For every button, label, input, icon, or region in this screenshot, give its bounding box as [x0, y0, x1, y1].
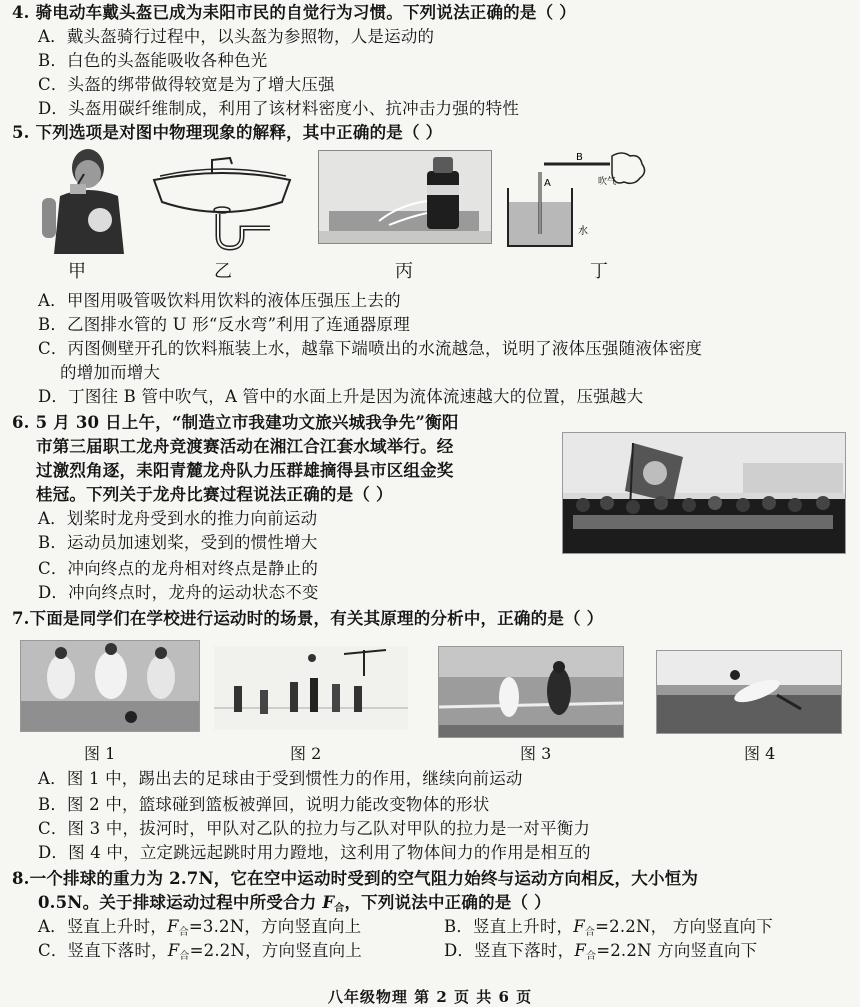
photo-figure-3-tug-of-war	[438, 646, 624, 738]
question-7-option-d: D．图 4 中，立定跳远起跳时用力蹬地，这利用了物体间力的作用是相互的	[38, 843, 591, 862]
force-symbol-c: F	[167, 941, 180, 960]
question-8-option-d-label: D．竖直下落时，	[444, 941, 575, 960]
question-6-option-c: C．冲向终点的龙舟相对终点是静止的	[38, 559, 319, 578]
figure-sink-u-trap	[150, 150, 295, 260]
question-7-option-c: C．图 3 中，拔河时，甲队对乙队的拉力与乙队对甲队的拉力是一对平衡力	[38, 819, 591, 838]
figure-boy-drinking	[40, 146, 140, 254]
question-7-stem: 7.下面是同学们在学校进行运动时的场景，有关其原理的分析中，正确的是（ ）	[12, 609, 604, 628]
force-symbol-b: F	[573, 917, 585, 936]
figure-bottle-with-holes	[318, 150, 492, 244]
force-subscript-a: 合	[178, 927, 189, 938]
force-subscript-b: 合	[584, 927, 596, 938]
blow-label: 吹气	[598, 177, 617, 187]
figure-label-bing: 丙	[395, 261, 413, 282]
question-5-option-b: B．乙图排水管的 U 形“反水弯”利用了连通器原理	[38, 315, 410, 334]
photo-figure-2-basketball	[214, 646, 408, 730]
question-4-stem: 4. 骑电动车戴头盔已成为耒阳市民的自觉行为习惯。下列说法正确的是（ ）	[12, 3, 576, 22]
question-8-option-c	[38, 940, 362, 968]
force-subscript-c: 合	[179, 951, 190, 962]
caption-figure-3: 图 3	[520, 744, 552, 763]
question-8-option-a-label: A．竖直上升时，	[38, 917, 168, 936]
caption-figure-1: 图 1	[84, 744, 116, 763]
question-6-option-a: A．划桨时龙舟受到水的推力向前运动	[38, 509, 318, 528]
photo-figure-4-long-jump	[656, 650, 842, 734]
question-8-option-a-value: =3.2N，方向竖直向上	[188, 917, 362, 936]
figure-label-yi: 乙	[214, 261, 232, 282]
question-8-option-b-value: =2.2N， 方向竖直向下	[595, 917, 773, 936]
force-symbol-a: F	[167, 917, 179, 936]
question-4-option-c: C．头盔的绑带做得较宽是为了增大压强	[38, 75, 335, 94]
page-footer: 八年级物理 第 2 页 共 6 页	[327, 988, 533, 1006]
question-6-stem-line-3: 过激烈角逐，耒阳青麓龙舟队力压群雄摘得县市区组金奖	[36, 461, 454, 480]
question-5-option-d: D．丁图往 B 管中吹气，A 管中的水面上升是因为流体流速越大的位置，压强越大	[38, 387, 644, 406]
photo-dragon-boat-team	[562, 432, 846, 554]
question-6-stem-line-1: 6. 5 月 30 日上午，“制造立市我建功文旅兴城我争先”衡阳	[12, 413, 459, 432]
question-8-stem-text-b: ，下列说法中正确的是（ ）	[344, 893, 551, 912]
question-8-option-d	[444, 940, 757, 968]
question-6-stem-line-2: 市第三届职工龙舟竞渡赛活动在湘江合江套水域举行。经	[36, 437, 454, 456]
force-subscript-d: 合	[586, 951, 597, 962]
question-6-option-b: B．运动员加速划桨，受到的惯性增大	[38, 533, 318, 552]
question-5-stem: 5. 下列选项是对图中物理现象的解释，其中正确的是（ ）	[12, 123, 443, 142]
question-8-option-c-label: C．竖直下落时，	[38, 941, 168, 960]
question-4-option-a: A．戴头盔骑行过程中，以头盔为参照物，人是运动的	[38, 27, 435, 46]
water-label: 水	[578, 226, 588, 237]
question-8-option-b-label: B．竖直上升时，	[444, 917, 574, 936]
question-8-option-c-value: =2.2N，方向竖直向上	[189, 941, 362, 960]
question-4-option-b: B．白色的头盔能吸收各种色光	[38, 51, 268, 70]
question-7-option-b: B．图 2 中，篮球碰到篮板被弹回，说明力能改变物体的形状	[38, 795, 490, 814]
tube-a-label: A	[544, 178, 551, 189]
photo-figure-1-football	[20, 640, 200, 732]
question-7-option-a: A．图 1 中，踢出去的足球由于受到惯性力的作用，继续向前运动	[38, 769, 523, 788]
question-6-stem-line-4: 桂冠。下列关于龙舟比赛过程说法正确的是（ ）	[36, 485, 393, 504]
figure-label-jia: 甲	[68, 261, 86, 282]
force-symbol: F	[322, 893, 335, 912]
force-symbol-d: F	[574, 941, 586, 960]
tube-b-label: B	[576, 152, 583, 163]
question-4-option-d: D．头盔用碳纤维制成，利用了该材料密度小、抗冲击力强的特性	[38, 99, 520, 118]
figure-beaker-blow-tube	[500, 142, 660, 254]
question-8-stem-line-1: 8.一个排球的重力为 2.7N，它在空中运动时受到的空气阻力始终与运动方向相反，大小恒为	[12, 869, 699, 888]
caption-figure-4: 图 4	[744, 744, 776, 763]
question-5-option-a: A．甲图用吸管吸饮料用饮料的液体压强压上去的	[38, 291, 401, 310]
question-8-stem-text-a: 0.5N。关于排球运动过程中所受合力	[38, 893, 323, 912]
question-8-option-d-value: =2.2N 方向竖直向下	[596, 941, 758, 960]
question-5-option-c: C．丙图侧壁开孔的饮料瓶装上水，越靠下端喷出的水流越急，说明了液体压强随液体密度	[38, 339, 703, 358]
question-5-option-c-continued: 的增加而增大	[60, 363, 161, 382]
question-6-option-d: D．冲向终点时，龙舟的运动状态不变	[38, 583, 319, 602]
caption-figure-2: 图 2	[290, 744, 322, 763]
force-subscript: 合	[334, 903, 345, 914]
figure-label-ding: 丁	[590, 261, 608, 282]
